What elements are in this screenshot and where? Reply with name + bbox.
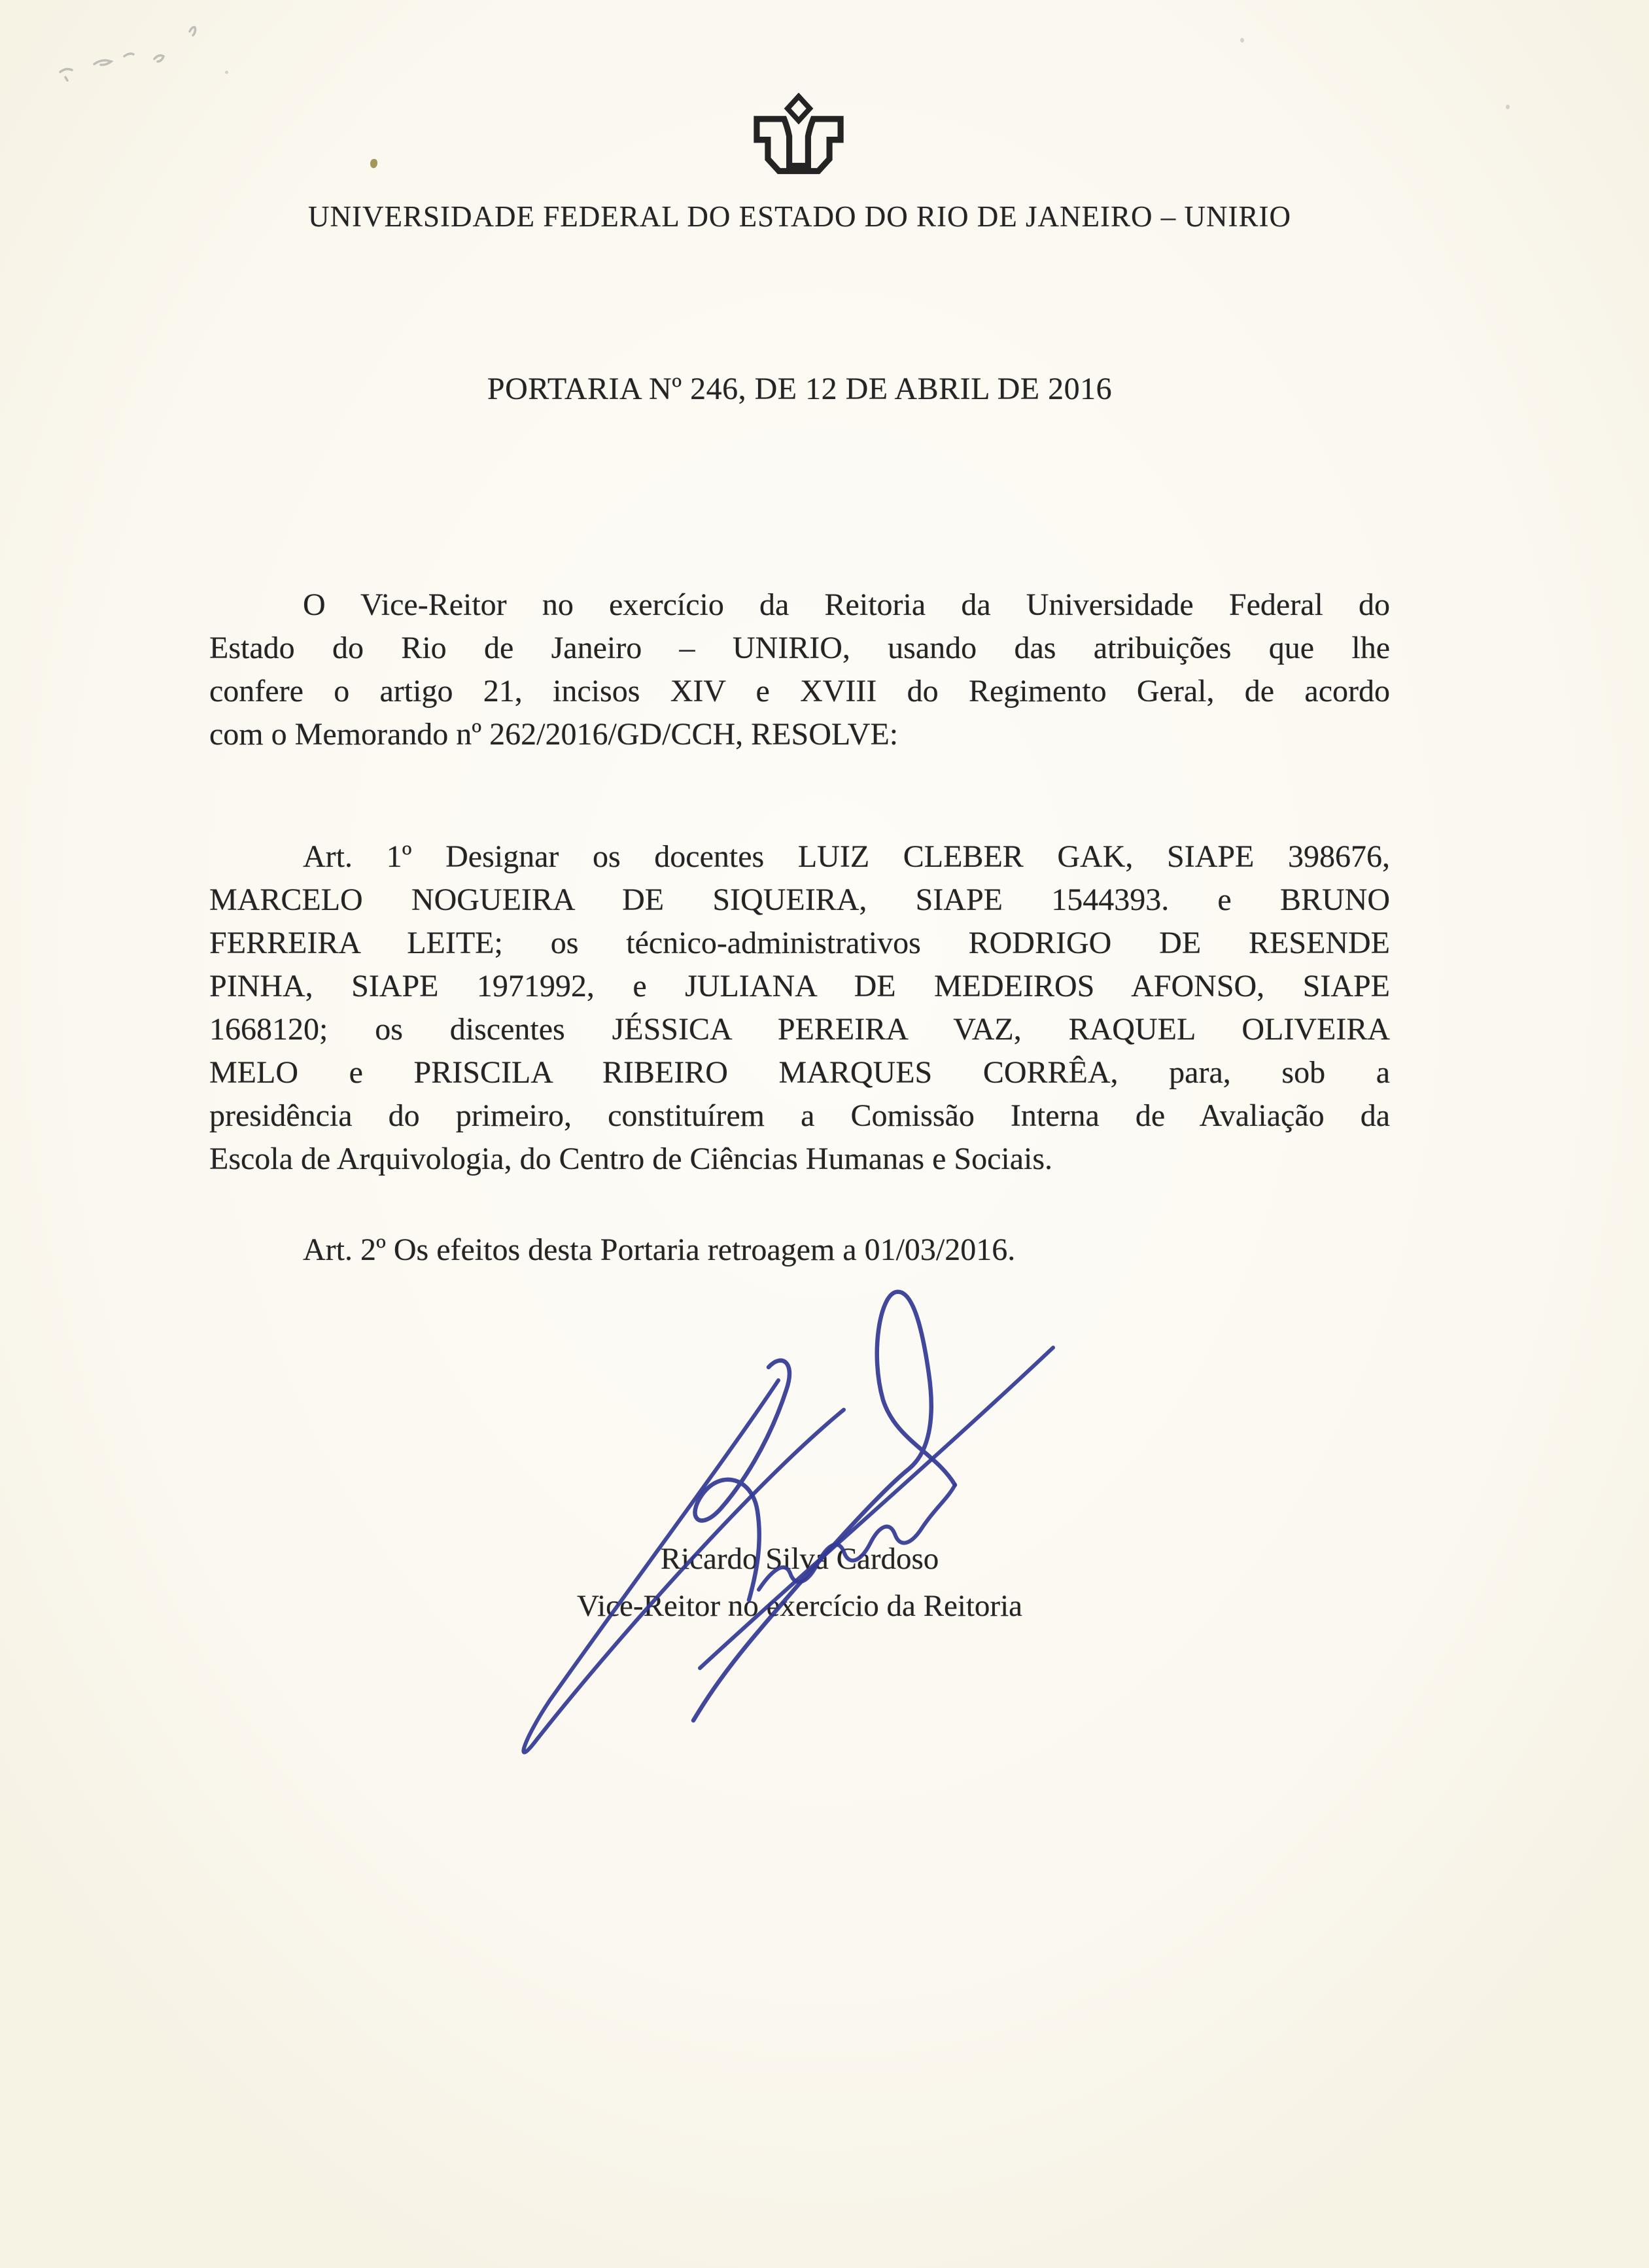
scan-dust-dot xyxy=(1506,105,1510,109)
scan-dust-dot xyxy=(1240,38,1244,43)
document-line: com o Memorando nº 262/2016/GD/CCH, RESOLVE: xyxy=(209,717,899,752)
document-line: Art. 1º Designar os docentes LUIZ CLEBER GAK, SIAPE 398676, xyxy=(303,839,1390,874)
document-line: O Vice-Reitor no exercício da Reitoria da Universidade Federal do xyxy=(303,587,1390,622)
document-line: 1668120; os discentes JÉSSICA PEREIRA VAZ, RAQUEL OLIVEIRA xyxy=(209,1012,1390,1047)
document-line: PINHA, SIAPE 1971992, e JULIANA DE MEDEIROS AFONSO, SIAPE xyxy=(209,969,1390,1003)
document-line: Estado do Rio de Janeiro – UNIRIO, usando das atribuições que lhe xyxy=(209,631,1390,665)
scan-dust-dot xyxy=(225,71,228,74)
unirio-logo-icon xyxy=(743,93,854,199)
document-title: PORTARIA Nº 246, DE 12 DE ABRIL DE 2016 xyxy=(487,372,1113,406)
document-line: confere o artigo 21, incisos XIV e XVIII do Regimento Geral, de acordo xyxy=(209,674,1390,708)
document-line: Escola de Arquivologia, do Centro de Ciências Humanas e Sociais. xyxy=(209,1142,1053,1176)
handwritten-signature-ink xyxy=(477,1269,1099,1799)
article-1-paragraph xyxy=(209,835,1390,1181)
document-line: presidência do primeiro, constituírem a Comissão Interna de Avaliação da xyxy=(209,1098,1390,1133)
preamble-paragraph xyxy=(209,584,1390,756)
pencil-smudge-marks xyxy=(26,12,275,97)
document-line: MELO e PRISCILA RIBEIRO MARQUES CORRÊA, para, sob a xyxy=(209,1055,1390,1090)
institution-name: UNIVERSIDADE FEDERAL DO ESTADO DO RIO DE JANEIRO – UNIRIO xyxy=(308,200,1291,233)
signer-name: Ricardo Silva Cardoso xyxy=(660,1542,939,1576)
document-line: Art. 2º Os efeitos desta Portaria retroagem a 01/03/2016. xyxy=(303,1232,1016,1267)
document-line: MARCELO NOGUEIRA DE SIQUEIRA, SIAPE 1544393. e BRUNO xyxy=(209,882,1390,917)
article-2-paragraph xyxy=(209,1229,1390,1272)
document-line: FERREIRA LEITE; os técnico-administrativos RODRIGO DE RESENDE xyxy=(209,926,1390,960)
signer-role: Vice-Reitor no exercício da Reitoria xyxy=(577,1589,1022,1623)
paper-speck xyxy=(370,159,377,168)
